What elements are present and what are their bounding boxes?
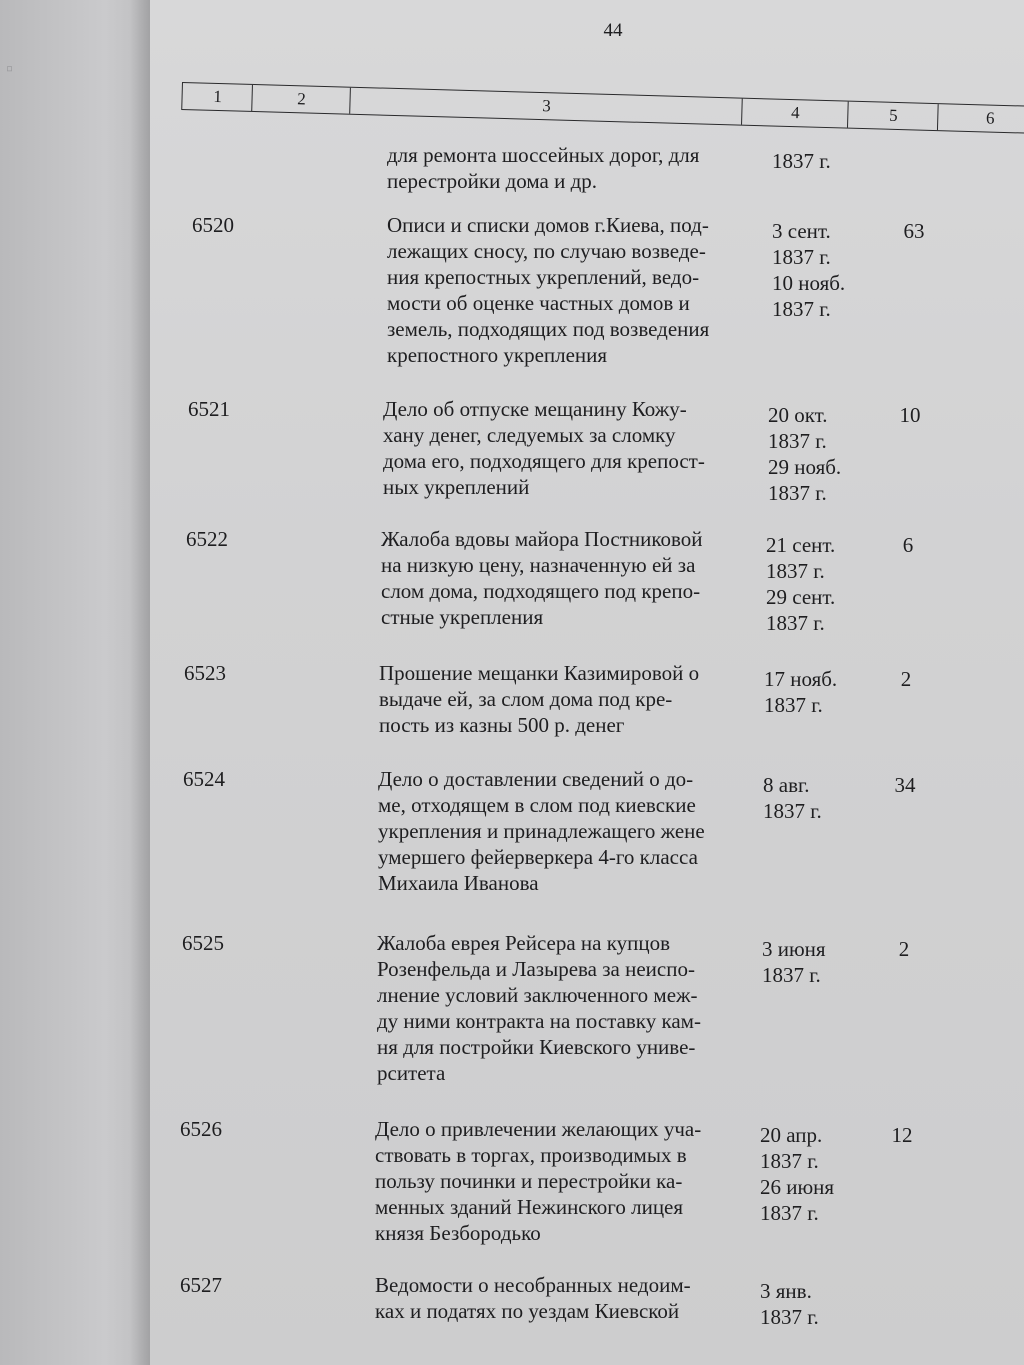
column-header-2: 2	[251, 85, 351, 114]
title-line: земель, подходящих под возведения	[387, 317, 710, 341]
entry-title	[383, 396, 763, 500]
title-line: ме, отходящем в слом под киевские	[378, 793, 696, 817]
date-line: 17 нояб.	[764, 667, 838, 691]
entry-dates	[763, 772, 873, 824]
entry-dates	[766, 532, 876, 636]
column-header-4: 4	[741, 99, 849, 128]
date-line: 1837 г.	[760, 1149, 819, 1173]
date-line: 20 окт.	[768, 403, 828, 427]
date-line: 1837 г.	[762, 963, 821, 987]
entry-dates	[768, 402, 878, 506]
title-line: стные укрепления	[381, 605, 544, 629]
column-header-5: 5	[847, 102, 939, 131]
date-line: 21 сент.	[766, 533, 836, 557]
title-line: Жалоба еврея Рейсера на купцов	[377, 931, 671, 955]
entry-number: 6521	[188, 397, 230, 421]
entry-sheets: 34	[894, 773, 916, 797]
page-number: 44	[603, 20, 623, 41]
entry-title	[381, 526, 761, 630]
title-line: крепостного укрепления	[387, 343, 608, 367]
title-line: хану денег, следуемых за сломку	[383, 423, 676, 447]
title-line: умершего фейерверкера 4-го класса	[378, 845, 698, 869]
entry-title	[378, 766, 758, 896]
entry-number: 6520	[192, 213, 234, 237]
title-line: Дело об отпуске мещанину Кожу-	[383, 397, 687, 421]
bleed-through-mark: ▫	[6, 58, 15, 80]
date-line: 1837 г.	[772, 297, 831, 321]
column-header-6: 6	[937, 104, 1024, 133]
entry-number: 6524	[183, 767, 225, 791]
entry-title	[387, 142, 767, 194]
title-line: менных зданий Нежинского лицея	[375, 1195, 684, 1219]
entry-number: 6526	[180, 1117, 222, 1141]
entry-dates	[764, 666, 874, 718]
title-line: Жалоба вдовы майора Постниковой	[381, 527, 703, 551]
date-line: 1837 г.	[772, 149, 831, 173]
title-line: пость из казны 500 р. денег	[379, 713, 625, 737]
entry-dates	[760, 1278, 870, 1330]
title-line: ня для постройки Киевского униве-	[377, 1035, 696, 1059]
date-line: 29 нояб.	[768, 455, 842, 479]
entry-sheets: 10	[899, 403, 921, 427]
column-header-1: 1	[181, 83, 253, 111]
date-line: 1837 г.	[760, 1201, 819, 1225]
date-line: 1837 г.	[763, 799, 822, 823]
date-line: 8 авг.	[763, 773, 810, 797]
entry-dates	[772, 218, 882, 322]
title-line: Дело о доставлении сведений о до-	[378, 767, 694, 791]
entry-title	[379, 660, 759, 738]
entry-title	[375, 1116, 755, 1246]
entry-sheets: 12	[891, 1123, 913, 1147]
title-line: Михаила Иванова	[378, 871, 539, 895]
title-line: ках и податях по уездам Киевской	[375, 1299, 680, 1323]
title-line: для ремонта шоссейных дорог, для	[387, 143, 700, 167]
title-line: лежащих сносу, по случаю возведе-	[387, 239, 706, 263]
entry-number: 6525	[182, 931, 224, 955]
entry-sheets: 2	[900, 667, 912, 691]
title-line: Ведомости о несобранных недоим-	[375, 1273, 691, 1297]
title-line: рситета	[377, 1061, 446, 1085]
title-line: Описи и списки домов г.Киева, под-	[387, 213, 709, 237]
date-line: 1837 г.	[760, 1305, 819, 1329]
entry-sheets: 6	[902, 533, 914, 557]
title-line: Розенфельда и Лазырева за неиспо-	[377, 957, 695, 981]
title-line: ных укреплений	[383, 475, 530, 499]
title-line: мости об оценке частных домов и	[387, 291, 690, 315]
date-line: 1837 г.	[772, 245, 831, 269]
date-line: 1837 г.	[768, 481, 827, 505]
title-line: выдаче ей, за слом дома под кре-	[379, 687, 673, 711]
title-line: укрепления и принадлежащего жене	[378, 819, 705, 843]
date-line: 1837 г.	[766, 611, 825, 635]
title-line: ду ними контракта на поставку кам-	[377, 1009, 701, 1033]
title-line: пользу починки и перестройки ка-	[375, 1169, 683, 1193]
facing-page-edge	[0, 0, 150, 1365]
title-line: слом дома, подходящего под крепо-	[381, 579, 701, 603]
entry-dates	[772, 148, 882, 174]
title-line: на низкую цену, назначенную ей за	[381, 553, 696, 577]
column-header-3: 3	[349, 88, 743, 125]
entry-sheets: 63	[903, 219, 925, 243]
date-line: 1837 г.	[764, 693, 823, 717]
entry-title	[375, 1272, 755, 1324]
date-line: 3 сент.	[772, 219, 831, 243]
entry-dates	[762, 936, 872, 988]
date-line: 26 июня	[760, 1175, 835, 1199]
title-line: лнение условий заключенного меж-	[377, 983, 698, 1007]
entry-number: 6522	[186, 527, 228, 551]
date-line: 20 апр.	[760, 1123, 823, 1147]
title-line: ствовать в торгах, производимых в	[375, 1143, 687, 1167]
date-line: 10 нояб.	[772, 271, 846, 295]
date-line: 3 июня	[762, 937, 826, 961]
date-line: 3 янв.	[760, 1279, 812, 1303]
entry-sheets: 2	[898, 937, 910, 961]
entry-number: 6527	[180, 1273, 222, 1297]
entry-title	[387, 212, 767, 368]
title-line: князя Безбородько	[375, 1221, 541, 1245]
title-line: ния крепостных укреплений, ведо-	[387, 265, 700, 289]
date-line: 1837 г.	[768, 429, 827, 453]
entry-dates	[760, 1122, 870, 1226]
title-line: Дело о привлечении желающих уча-	[375, 1117, 702, 1141]
entry-title	[377, 930, 757, 1086]
title-line: дома его, подходящего для крепост-	[383, 449, 705, 473]
date-line: 29 сент.	[766, 585, 836, 609]
title-line: Прошение мещанки Казимировой о	[379, 661, 700, 685]
entry-number: 6523	[184, 661, 226, 685]
date-line: 1837 г.	[766, 559, 825, 583]
title-line: перестройки дома и др.	[387, 169, 598, 193]
